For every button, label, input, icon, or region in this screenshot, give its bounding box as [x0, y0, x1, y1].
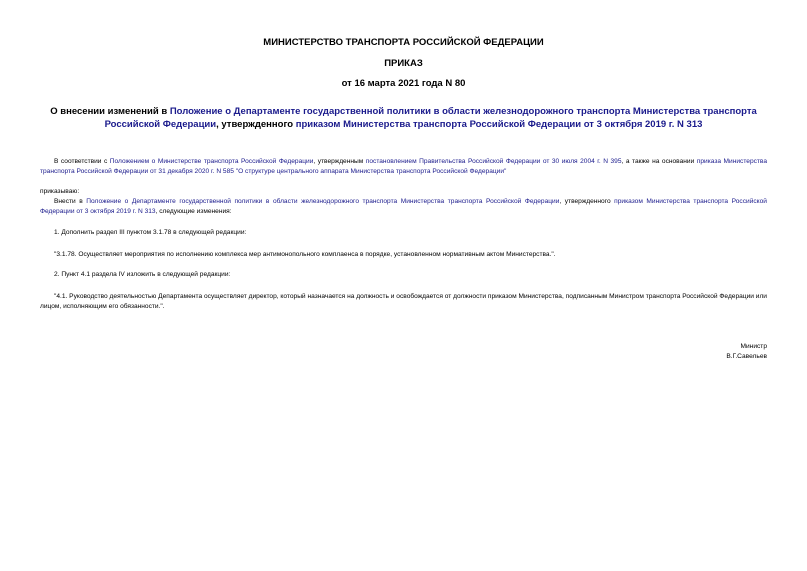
clause-link-regulation[interactable]: Положение о Департаменте государственной политики в области железнодорожного транспорта Министерства транспорта Российской Федерации — [86, 198, 560, 205]
item-1: 1. Дополнить раздел III пунктом 3.1.78 в следующей редакции: — [54, 229, 247, 236]
date-number-heading: от 16 марта 2021 года N 80 — [341, 78, 466, 89]
title-text-2: , утвержденного — [216, 119, 296, 130]
document-title — [40, 105, 767, 131]
preamble-text-3: , а также на основании — [621, 158, 697, 165]
preamble-text-2: , утвержденным — [313, 158, 366, 165]
order-word: приказываю: — [40, 188, 80, 195]
preamble-paragraph — [40, 157, 767, 177]
title-link-regulation[interactable]: Положение о Департаменте государственной политики в области железнодорожного транспорта Министерства транспорта Российской Федерации — [104, 106, 757, 130]
quote-1: "3.1.78. Осуществляет мероприятия по исполнению комплекса мер антимонопольного комплаенса в порядке, установленном нормативным актом Министерства.". — [54, 251, 556, 258]
quote-2: "4.1. Руководство деятельностью Департамента осуществляет директор, который назначается на должность и освобождается от должности приказом Министерства, подписанным Министром транспорта Российской Федерации или лицом, исполняющим его обязанности.". — [40, 293, 767, 310]
signature-name: В.Г.Савельев — [726, 353, 767, 360]
preamble-link-ministry-regulation[interactable]: Положением о Министерстве транспорта Российской Федерации — [109, 158, 314, 165]
title-link-order[interactable]: приказом Министерства транспорта Российской Федерации от 3 октября 2019 г. N 313 — [295, 119, 703, 130]
title-text-1: О внесении изменений в — [50, 106, 170, 117]
ministry-heading: МИНИСТЕРСТВО ТРАНСПОРТА РОССИЙСКОЙ ФЕДЕРАЦИИ — [263, 37, 544, 48]
item-2: 2. Пункт 4.1 раздела IV изложить в следующей редакции: — [54, 271, 231, 278]
preamble-link-structure-order[interactable]: приказа Министерства транспорта Российской Федерации от 31 декабря 2020 г. N 585 "О структуре центрального аппарата Министерства транспорта Российской Федерации" — [40, 158, 768, 175]
signature-position: Министр — [740, 343, 767, 350]
preamble-text-1: В соответствии с — [54, 158, 110, 165]
doc-type-heading: ПРИКАЗ — [384, 58, 423, 69]
clause-paragraph — [40, 197, 767, 217]
clause-text-3: , следующие изменения: — [155, 208, 232, 215]
clause-link-order[interactable]: приказом Министерства транспорта Российской Федерации от 3 октября 2019 г. N 313 — [40, 198, 767, 215]
preamble-link-government-decree[interactable]: постановлением Правительства Российской Федерации от 30 июля 2004 г. N 395 — [365, 158, 622, 165]
clause-text-2: , утвержденного — [559, 198, 615, 205]
clause-text-1: Внести в — [54, 198, 87, 205]
